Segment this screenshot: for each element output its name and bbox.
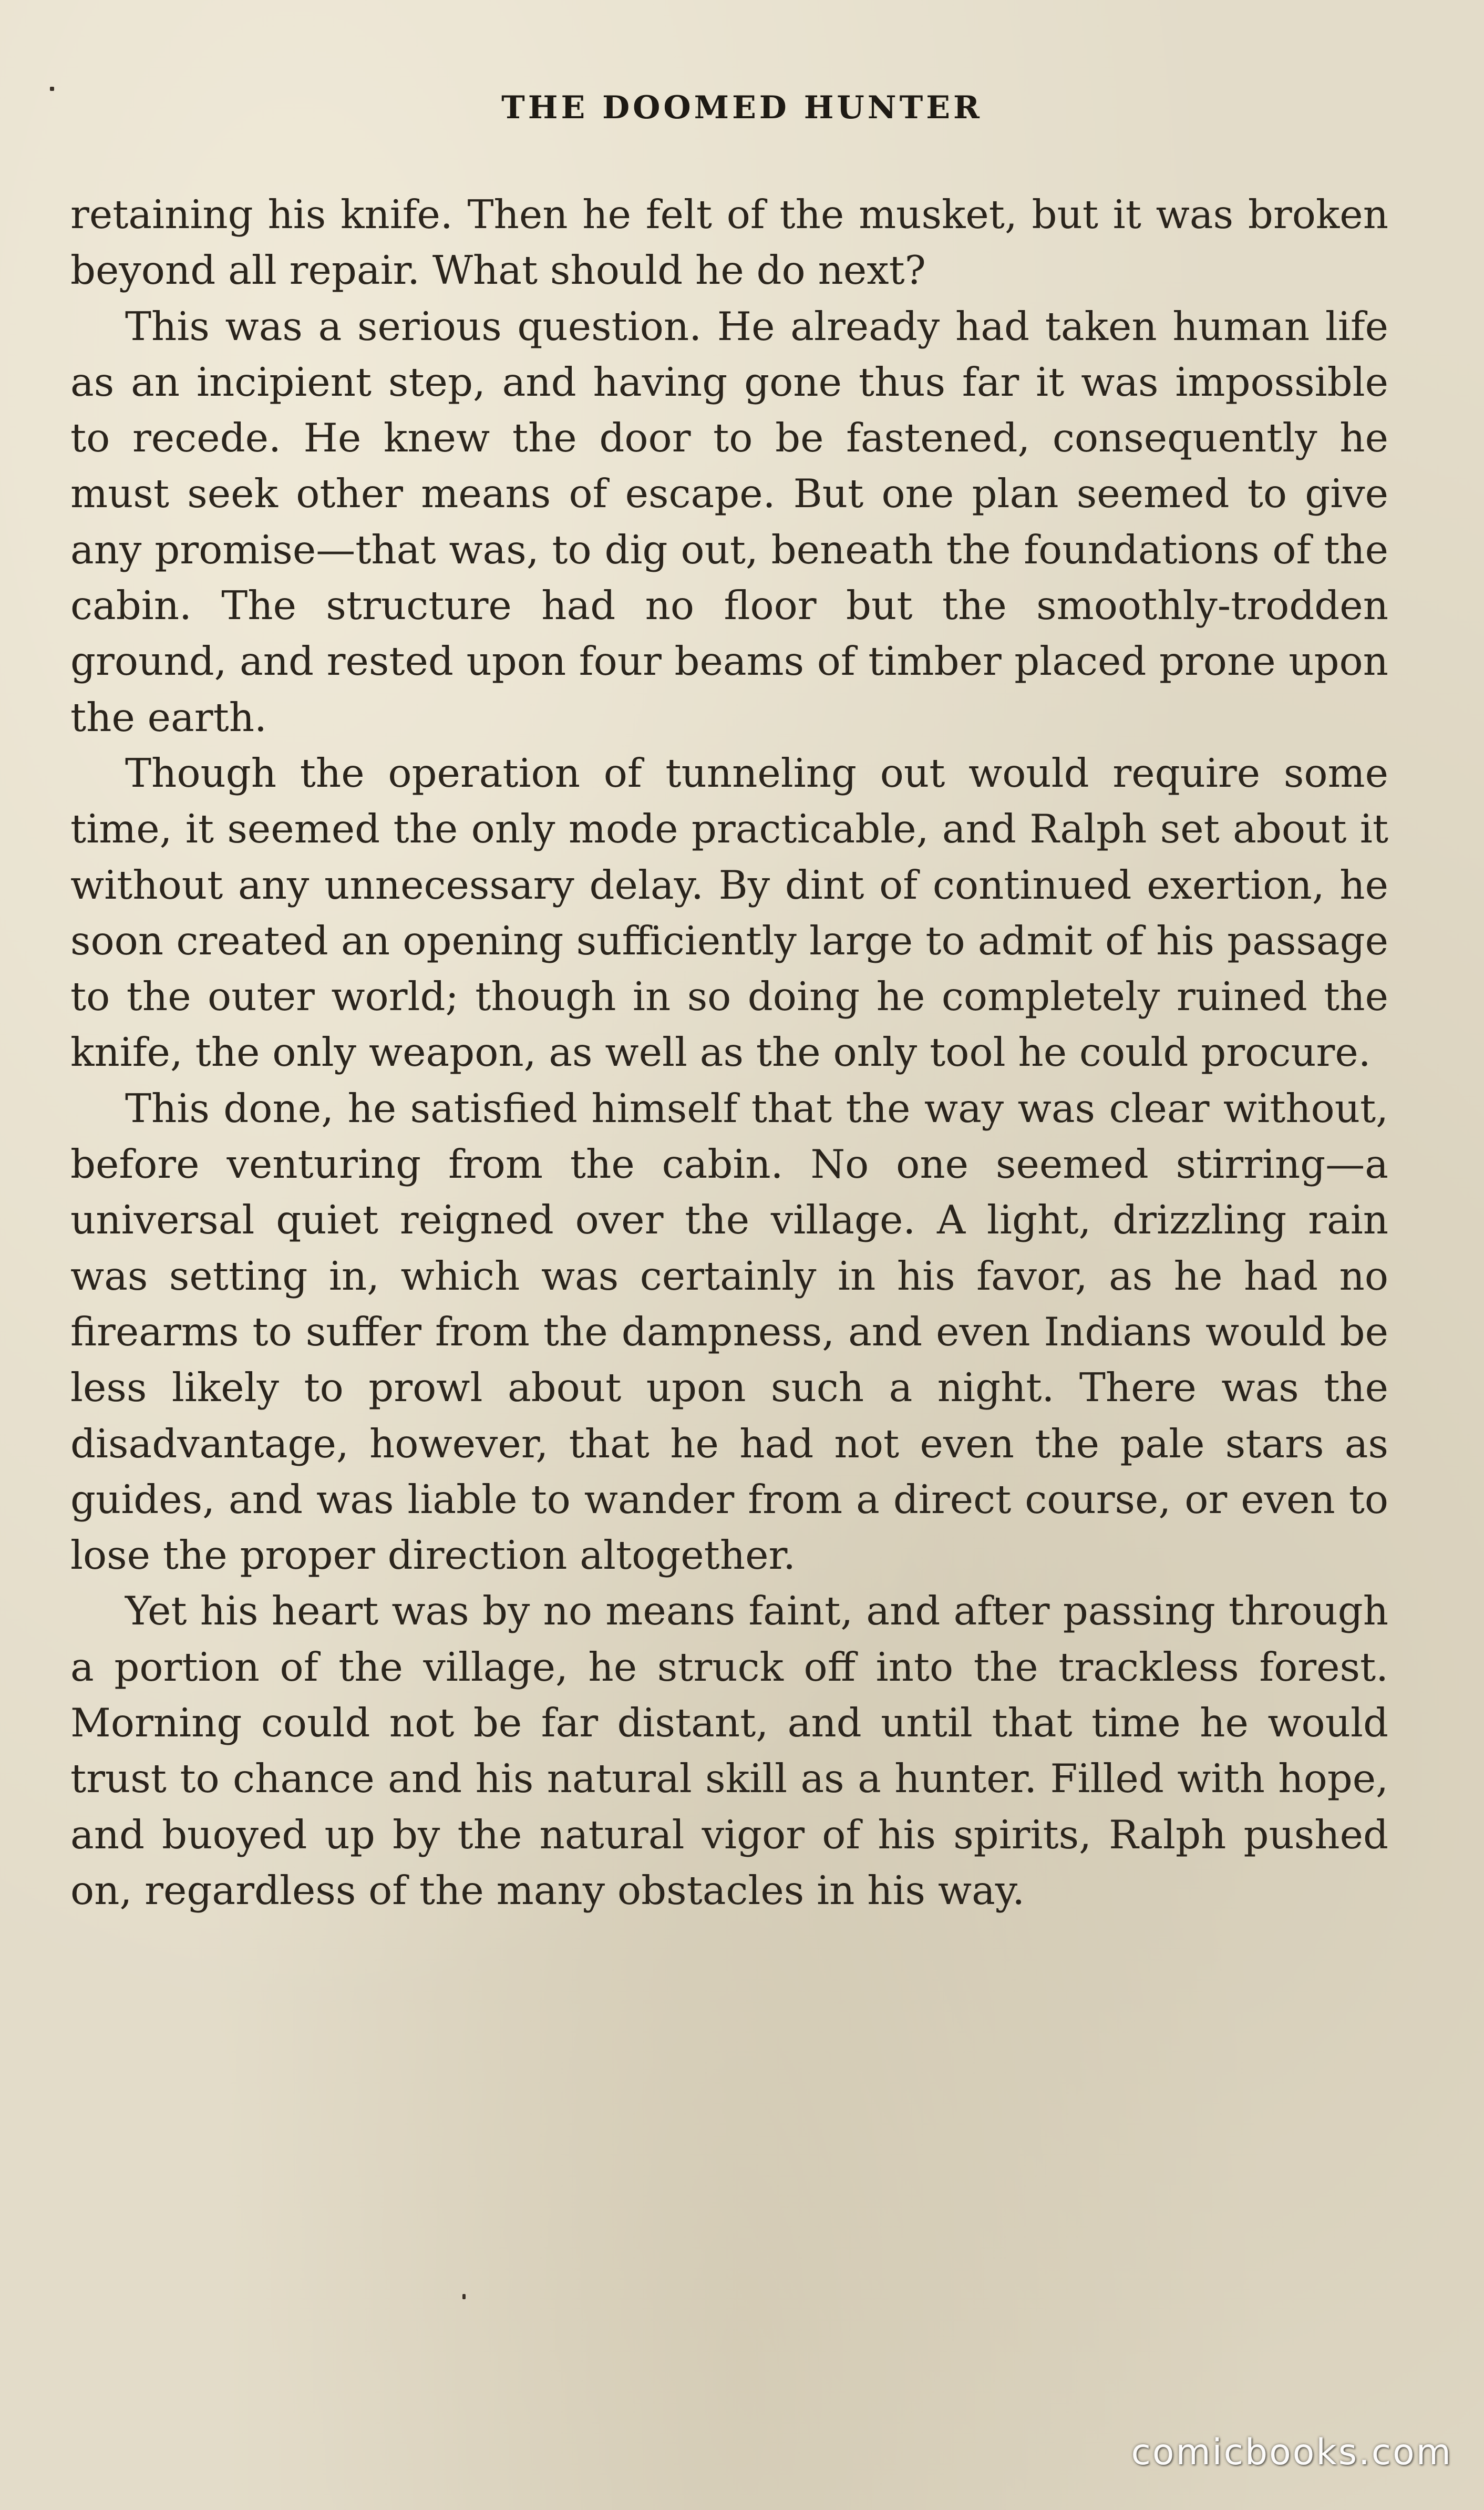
paragraph-2: This was a serious question. He already had taken human life as an incipient step, and having gone thus far it was impossible to recede. He knew the door to be fastened, consequently he must seek other means of escape. But one plan seemed to give any promise—that was, to dig out, beneath the foundations of the cabin. The structure had no floor but the smoothly-trodden ground, and rested upon four beams of timber placed prone upon the earth.: [70, 303, 1388, 740]
page-speck: [50, 87, 54, 91]
paragraph-5: Yet his heart was by no means faint, and after passing through a portion of the village, he struck off into the trackless forest. Morning could not be far distant, and until that time he would trust to chance and his natural skill as a hunter. Filled with hope, and buoyed up by the natural vigor of his spirits, Ralph pushed on, regardless of the many obstacles in his way.: [70, 1588, 1388, 1914]
paragraph-4: This done, he satisfied himself that the way was clear without, before venturing from the cabin. No one seemed stirring—a universal quiet reigned over the village. A light, drizzling rain was setting in, which was certainly in his favor, as he had no firearms to suffer from the dampness, and even Indians would be less likely to prowl about upon such a night. There was the disadvantage, however, that he had not even the pale stars as guides, and was liable to wander from a direct course, or even to lose the proper direction altogether.: [70, 1085, 1388, 1579]
page-speck: [462, 2294, 466, 2299]
body-text: [70, 187, 1388, 1918]
watermark: comicbooks.com: [1131, 2432, 1452, 2473]
paragraph-1: retaining his knife. Then he felt of the musket, but it was broken beyond all repair. What should he do next?: [70, 191, 1388, 294]
running-head: THE DOOMED HUNTER: [501, 89, 983, 126]
paragraph-3: Though the operation of tunneling out would require some time, it seemed the only mode practicable, and Ralph set about it without any unnecessary delay. By dint of continued exertion, he soon created an opening sufficiently large to admit of his passage to the outer world; though in so doing he completely ruined the knife, the only weapon, as well as the only tool he could procure.: [70, 749, 1388, 1076]
